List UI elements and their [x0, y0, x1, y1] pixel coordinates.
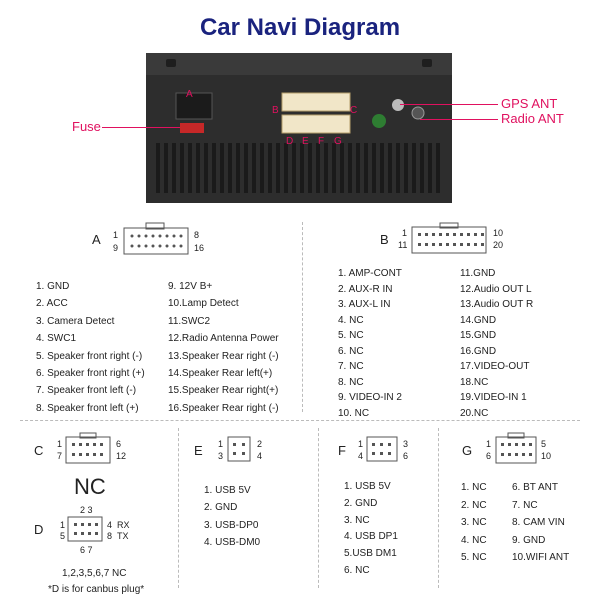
connector-d-pins-2-3: 2 3	[80, 505, 93, 515]
connector-f-pin-3: 3	[403, 439, 409, 449]
connector-f-pin-1: 1	[358, 439, 364, 449]
pin-row: 3. NC	[461, 517, 487, 528]
pin-row: 2. ACC	[36, 298, 68, 310]
pin-row: 11.GND	[460, 268, 496, 279]
pin-row: 2. GND	[344, 497, 378, 509]
pin-row: 11.SWC2	[168, 315, 211, 327]
pin-row: 5. NC	[338, 330, 364, 341]
connector-d-pin-8: 8	[107, 531, 113, 541]
pin-row: 1. USB 5V	[344, 481, 391, 492]
pin-row: 10. NC	[338, 407, 370, 419]
pin-row: 15.Speaker Rear right(+)	[168, 385, 279, 397]
connector-d-pin-1: 1	[60, 520, 66, 530]
unit-connector-b-label: B	[272, 105, 279, 116]
connector-g-pin-10: 10	[541, 451, 552, 461]
connector-d-icon	[66, 514, 106, 544]
pin-row: 2. NC	[461, 499, 487, 511]
pin-row: 3. NC	[344, 514, 370, 526]
pin-row: 15.GND	[460, 330, 497, 341]
connector-a-label: A	[92, 232, 101, 247]
pin-row: 18.NC	[460, 376, 489, 388]
connector-c-pin-6: 6	[116, 439, 122, 449]
connector-e-pin-2: 2	[257, 439, 263, 449]
unit-connector-f-label: F	[318, 136, 325, 147]
pin-row: 16.GND	[460, 345, 497, 357]
connector-f-pin-4: 4	[358, 451, 364, 461]
connector-a-icon	[122, 222, 192, 260]
connector-a-left-pins	[36, 278, 145, 417]
connector-c-nc: NC	[74, 474, 106, 499]
pin-row: 1. GND	[36, 281, 70, 292]
pin-row: 19.VIDEO-IN 1	[460, 392, 527, 403]
connector-d-label: D	[34, 522, 44, 537]
connector-d-pin-4: 4	[107, 520, 113, 530]
pin-row: 7. NC	[338, 361, 364, 372]
unit-connector-g-label: G	[334, 136, 342, 147]
pin-row: 17.VIDEO-OUT	[460, 361, 530, 372]
connector-a-pin-8: 8	[194, 230, 200, 240]
pin-row: 5.USB DM1	[344, 548, 397, 560]
pin-row: 8. NC	[338, 376, 364, 388]
connector-b-pin-20: 20	[493, 240, 504, 250]
pin-row: 16.Speaker Rear right (-)	[168, 402, 279, 414]
pin-row: 4. SWC1	[36, 333, 77, 345]
pin-row: 3. AUX-L IN	[338, 299, 391, 310]
connector-g-pin-5: 5	[541, 439, 547, 449]
connector-d-nc-line: 1,2,3,5,6,7 NC	[62, 568, 127, 579]
connector-c-label: C	[34, 443, 44, 458]
pin-row: 1. AMP-CONT	[338, 268, 402, 279]
radio-leader-line	[420, 119, 498, 120]
pin-row: 12.Audio OUT L	[460, 283, 532, 295]
connector-d-rx: RX	[117, 520, 130, 530]
divider-ab	[302, 222, 303, 412]
head-unit-back-panel	[146, 53, 452, 203]
pin-row: 10.WIFI ANT	[512, 552, 570, 563]
pin-row: 3. USB-DP0	[204, 519, 259, 531]
radio-ant-callout: Radio ANT	[501, 111, 564, 126]
pin-row: 1. NC	[461, 482, 487, 493]
pin-row: 6. Speaker front right (+)	[36, 368, 145, 380]
connector-c-pin-7: 7	[57, 451, 63, 461]
pin-row: 9. GND	[512, 534, 546, 546]
pin-row: 8. Speaker front left (+)	[36, 402, 139, 414]
connector-e-pin-3: 3	[218, 451, 224, 461]
connector-e-icon	[226, 434, 254, 464]
pin-row: 4. NC	[461, 534, 487, 546]
connector-d-pins-6-7: 6 7	[80, 545, 93, 555]
fuse-leader-line	[102, 127, 180, 128]
connector-e-pin-1: 1	[218, 439, 224, 449]
diagram-title: Car Navi Diagram	[199, 14, 401, 41]
pin-row: 9. 12V B+	[168, 281, 213, 292]
pin-row: 5. Speaker front right (-)	[36, 350, 143, 362]
pin-row: 5. NC	[461, 552, 487, 563]
connector-b-pin-10: 10	[493, 228, 504, 238]
connector-e-pin-4: 4	[257, 451, 263, 461]
divider-fg	[438, 428, 439, 588]
head-unit-illustration	[146, 53, 452, 203]
pin-row: 8. CAM VIN	[512, 517, 565, 528]
unit-connector-e-label: E	[302, 136, 309, 147]
pin-row: 14.Speaker Rear left(+)	[168, 368, 273, 380]
gps-leader-line	[400, 104, 498, 105]
connector-a-pin-1: 1	[113, 230, 119, 240]
connector-d-tx: TX	[117, 531, 129, 541]
gps-ant-callout: GPS ANT	[501, 96, 558, 111]
connector-g-icon	[494, 432, 540, 466]
connector-g-pin-1: 1	[486, 439, 492, 449]
unit-connector-c-label: C	[350, 105, 358, 116]
pin-row: 13.Speaker Rear right (-)	[168, 350, 279, 362]
pin-row: 4. NC	[338, 314, 364, 326]
pin-row: 20.NC	[460, 407, 489, 419]
pin-row: 2. GND	[204, 502, 238, 514]
pin-row: 7. NC	[512, 499, 538, 511]
connector-b-pin-1: 1	[402, 228, 408, 238]
connector-b-pin-11: 11	[398, 240, 408, 250]
pin-row: 4. USB DP1	[344, 531, 398, 543]
pin-row: 12.Radio Antenna Power	[168, 333, 279, 345]
connector-f-pins	[344, 479, 398, 580]
divider-ce	[178, 428, 179, 588]
connector-g-right-pins	[512, 479, 569, 567]
connector-c-pin-1: 1	[57, 439, 63, 449]
connector-b-left-pins	[338, 266, 402, 421]
connector-d-pin-5: 5	[60, 531, 66, 541]
pin-row: 3. Camera Detect	[36, 315, 115, 327]
pin-row: 6. NC	[338, 345, 364, 357]
connector-g-pin-6: 6	[486, 451, 492, 461]
connector-f-label: F	[338, 443, 346, 458]
divider-ef	[318, 428, 319, 588]
connector-f-pin-6: 6	[403, 451, 409, 461]
connector-b-right-pins	[460, 266, 533, 421]
connector-c-pin-12: 12	[116, 451, 127, 461]
pin-row: 7. Speaker front left (-)	[36, 385, 137, 397]
connector-d-note: *D is for canbus plug*	[48, 584, 145, 595]
connector-a-pin-9: 9	[113, 243, 119, 253]
connector-g-left-pins	[461, 479, 487, 567]
pin-row: 6. BT ANT	[512, 482, 558, 493]
pin-row: 9. VIDEO-IN 2	[338, 392, 402, 403]
connector-a-right-pins	[168, 278, 279, 417]
connector-e-pins	[204, 482, 260, 552]
connector-c-icon	[64, 432, 114, 466]
pin-row: 1. USB 5V	[204, 485, 251, 496]
unit-connector-a-label: A	[186, 89, 193, 100]
pin-row: 13.Audio OUT R	[460, 299, 534, 310]
unit-connector-d-label: D	[286, 136, 294, 147]
connector-b-label: B	[380, 232, 389, 247]
connector-e-label: E	[194, 443, 203, 458]
pin-row: 14.GND	[460, 314, 497, 326]
pin-row: 10.Lamp Detect	[168, 298, 239, 310]
fuse-callout: Fuse	[72, 119, 101, 134]
pin-row: 6. NC	[344, 564, 370, 576]
connector-b-icon	[410, 222, 490, 258]
pin-row: 4. USB-DM0	[204, 537, 261, 549]
connector-a-pin-16: 16	[194, 243, 205, 253]
connector-g-label: G	[462, 443, 473, 458]
pin-row: 2. AUX-R IN	[338, 283, 393, 295]
connector-f-icon	[365, 434, 401, 464]
